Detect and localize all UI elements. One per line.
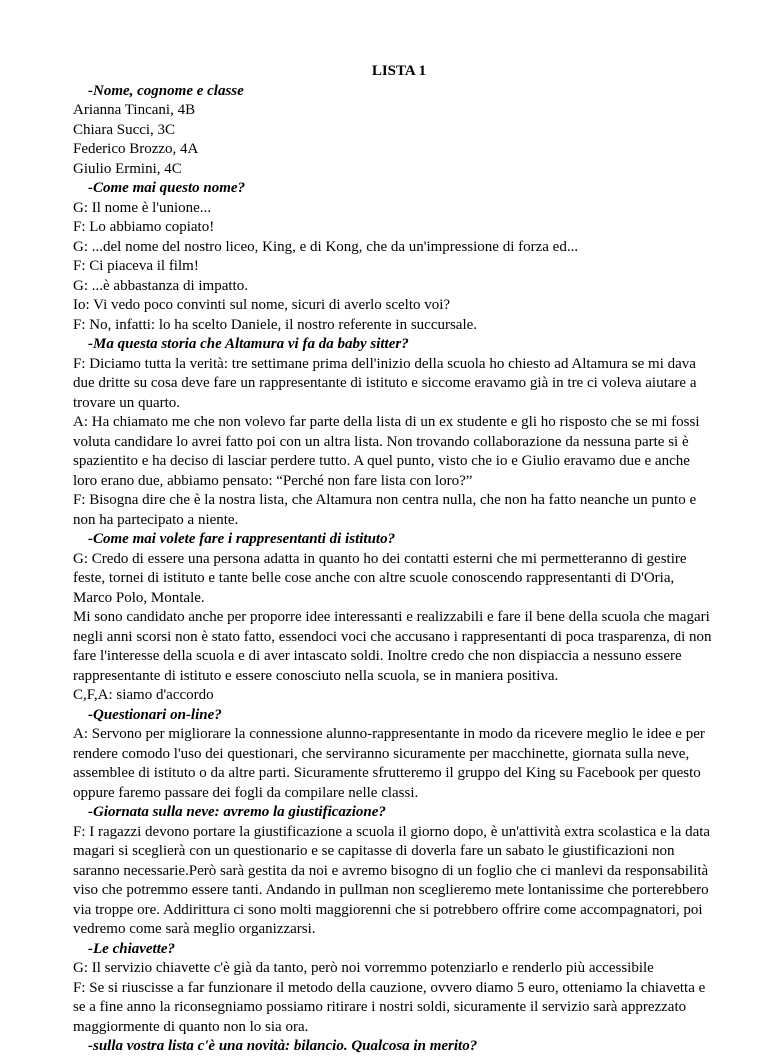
- paragraph: Giulio Ermini, 4C: [73, 160, 182, 177]
- paragraph: G: Il nome è l'unione...: [73, 199, 212, 216]
- question-heading: -sulla vostra lista c'è una novità: bilancio. Qualcosa in merito?: [88, 1038, 478, 1054]
- question-heading: -Come mai questo nome?: [88, 180, 246, 196]
- paragraph: A: Ha chiamato me che non volevo far parte della lista di un ex studente e gli ho risposto che se mi fossi voluta candidare lo avrei fatto poi con un altra lista. Non trovando collaborazione da nessuna parte si è spazientito e ha deciso di lasciar perdere tutto. A quel punto, visto che io e Giulio eravamo due e anche loro erano due, abbiamo pensato: “Perché non fare lista con loro?”: [73, 414, 700, 489]
- paragraph: Arianna Tincani, 4B: [73, 102, 196, 118]
- paragraph: Mi sono candidato anche per proporre idee interessanti e realizzabili e fare il bene della scuola che magari negli anni scorsi non è stato fatto, essendoci voci che accusano i rappresentanti di poca trasparenza, di non fare l'interesse della scuola e di aver intascato soldi. Inoltre credo che non dispiaccia a nessuno essere rappresentante di istituto e essere conosciuto nella scuola, se in maniera positiva.: [73, 609, 712, 684]
- question-heading: -Ma questa storia che Altamura vi fa da baby sitter?: [88, 336, 409, 352]
- paragraph: F: Lo abbiamo copiato!: [73, 219, 215, 235]
- document-page: [73, 62, 713, 1057]
- paragraph: Io: Vi vedo poco convinti sul nome, sicuri di averlo scelto voi?: [73, 297, 451, 313]
- paragraph: G: Credo di essere una persona adatta in quanto ho dei contatti esterni che mi permetteranno di gestire feste, tornei di istituto e tante belle cose anche con altre scuole conoscendo rappresentanti di D'Oria, Marco Polo, Montale.: [73, 550, 687, 606]
- paragraph: G: ...del nome del nostro liceo, King, e di Kong, che da un'impressione di forza ed...: [73, 238, 579, 255]
- page-title: LISTA 1: [371, 63, 427, 79]
- paragraph: G: ...è abbastanza di impatto.: [73, 277, 248, 294]
- paragraph: C,F,A: siamo d'accordo: [73, 687, 214, 703]
- paragraph: F: Bisogna dire che è la nostra lista, che Altamura non centra nulla, che non ha fatto neanche un punto e non ha partecipato a niente.: [73, 492, 697, 528]
- paragraph: A: Servono per migliorare la connessione alunno-rappresentante in modo da ricevere meglio le idee e per rendere comodo l'uso dei questionari, che serviranno sicuramente per macchinette, giornata sulla neve, assemblee di istituto o da altre parti. Sicuramente sfrutteremo il gruppo del King su Facebook per questo oppure faremo passare dei fogli da compilare nelle classi.: [73, 726, 705, 801]
- paragraph: Chiara Succi, 3C: [73, 121, 176, 138]
- paragraph: F: Diciamo tutta la verità: tre settimane prima dell'inizio della scuola ho chiesto ad Altamura se mi dava due dritte su cosa deve fare un rappresentante di istituto e siccome eravamo già in tre ci voleva aiutare a trovare un quarto.: [73, 355, 697, 411]
- paragraph: F: Se si riuscisse a far funzionare il metodo della cauzione, ovvero diamo 5 euro, otteniamo la chiavetta e se a fine anno la riconsegniamo possiamo ritirare i nostri soldi, sicuramente il servizio sarà apprezzato maggiormente di quanto non lo sia ora.: [73, 979, 706, 1035]
- paragraph: F: I ragazzi devono portare la giustificazione a scuola il giorno dopo, è un'attività extra scolastica e la data magari si sceglierà con un questionario e se capitasse di doverla fare un sabato le giustificazioni non saranno necessarie.Però sarà gestita da noi e avremo bisogno di un foglio che ci manlevi da responsabilità viso che potremmo essere tanti. Andando in pullman non sceglieremo mete lontanissime che porterebbero via troppe ore. Addirittura ci sono molti maggiorenni che si potrebbero offrire come accompagnatori, poi vedremo come sarà meglio organizzarsi.: [73, 823, 711, 937]
- document-body: [73, 82, 713, 1057]
- question-heading: -Nome, cognome e classe: [88, 82, 244, 99]
- question-heading: -Questionari on-line?: [88, 706, 222, 723]
- paragraph: Federico Brozzo, 4A: [73, 141, 199, 157]
- paragraph: F: Ci piaceva il film!: [73, 258, 199, 274]
- paragraph: G: Il servizio chiavette c'è già da tanto, però noi vorremmo potenziarlo e renderlo più accessibile: [73, 960, 654, 976]
- question-heading: -Giornata sulla neve: avremo la giustificazione?: [88, 804, 386, 820]
- question-heading: -Le chiavette?: [88, 940, 176, 957]
- paragraph: F: No, infatti: lo ha scelto Daniele, il nostro referente in succursale.: [73, 316, 478, 333]
- question-heading: -Come mai volete fare i rappresentanti di istituto?: [88, 531, 396, 547]
